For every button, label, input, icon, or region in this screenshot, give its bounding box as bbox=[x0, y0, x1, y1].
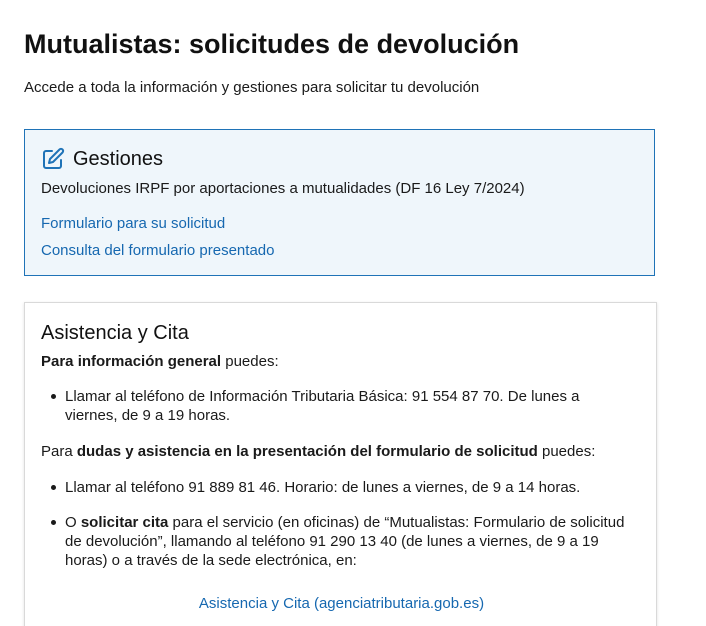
dudas-paragraph bbox=[41, 442, 595, 462]
info-general-rest: puedes: bbox=[221, 353, 279, 370]
list-item: Llamar al teléfono 91 889 81 46. Horario: de lunes a viernes, de 9 a 14 horas. bbox=[65, 478, 633, 497]
gestiones-subtitle: Devoluciones IRPF por aportaciones a mutualidades (DF 16 Ley 7/2024) bbox=[41, 180, 525, 197]
dudas-bold: dudas y asistencia en la presentación del formulario de solicitud bbox=[76, 443, 538, 460]
consulta-formulario-link[interactable]: Consulta del formulario presentado bbox=[41, 242, 275, 259]
gestiones-card bbox=[24, 129, 655, 276]
dudas-rest: puedes: bbox=[537, 443, 596, 460]
cita-rest: para el servicio (en oficinas) de “Mutualistas: Formulario de solicitud de devolución”, llamando al teléfono 91 290 13 40 (de lunes a viernes, de 9 a 19 horas) o a través de la sede electrónica, en: bbox=[65, 514, 625, 569]
info-general-paragraph bbox=[41, 352, 279, 372]
page-title: Mutualistas: solicitudes de devolución bbox=[24, 29, 520, 59]
gestiones-title: Gestiones bbox=[73, 148, 164, 170]
cita-pre: O bbox=[65, 514, 81, 531]
asistencia-title: Asistencia y Cita bbox=[41, 322, 189, 344]
cita-bold: solicitar cita bbox=[80, 514, 169, 531]
asistencia-cita-link[interactable]: Asistencia y Cita (agenciatributaria.gob.es) bbox=[198, 595, 485, 612]
info-general-bold: Para información general bbox=[41, 353, 222, 370]
formulario-solicitud-link[interactable]: Formulario para su solicitud bbox=[41, 215, 226, 232]
asistencia-card bbox=[24, 302, 657, 626]
dudas-pre: Para bbox=[41, 443, 77, 460]
list-item bbox=[65, 513, 633, 570]
gestiones-header bbox=[41, 146, 163, 172]
list-item: Llamar al teléfono de Información Tributaria Básica: 91 554 87 70. De lunes a viernes, de 9 a 19 horas. bbox=[65, 387, 633, 425]
page-intro: Accede a toda la información y gestiones para solicitar tu devolución bbox=[24, 79, 480, 96]
edit-icon bbox=[41, 147, 65, 171]
